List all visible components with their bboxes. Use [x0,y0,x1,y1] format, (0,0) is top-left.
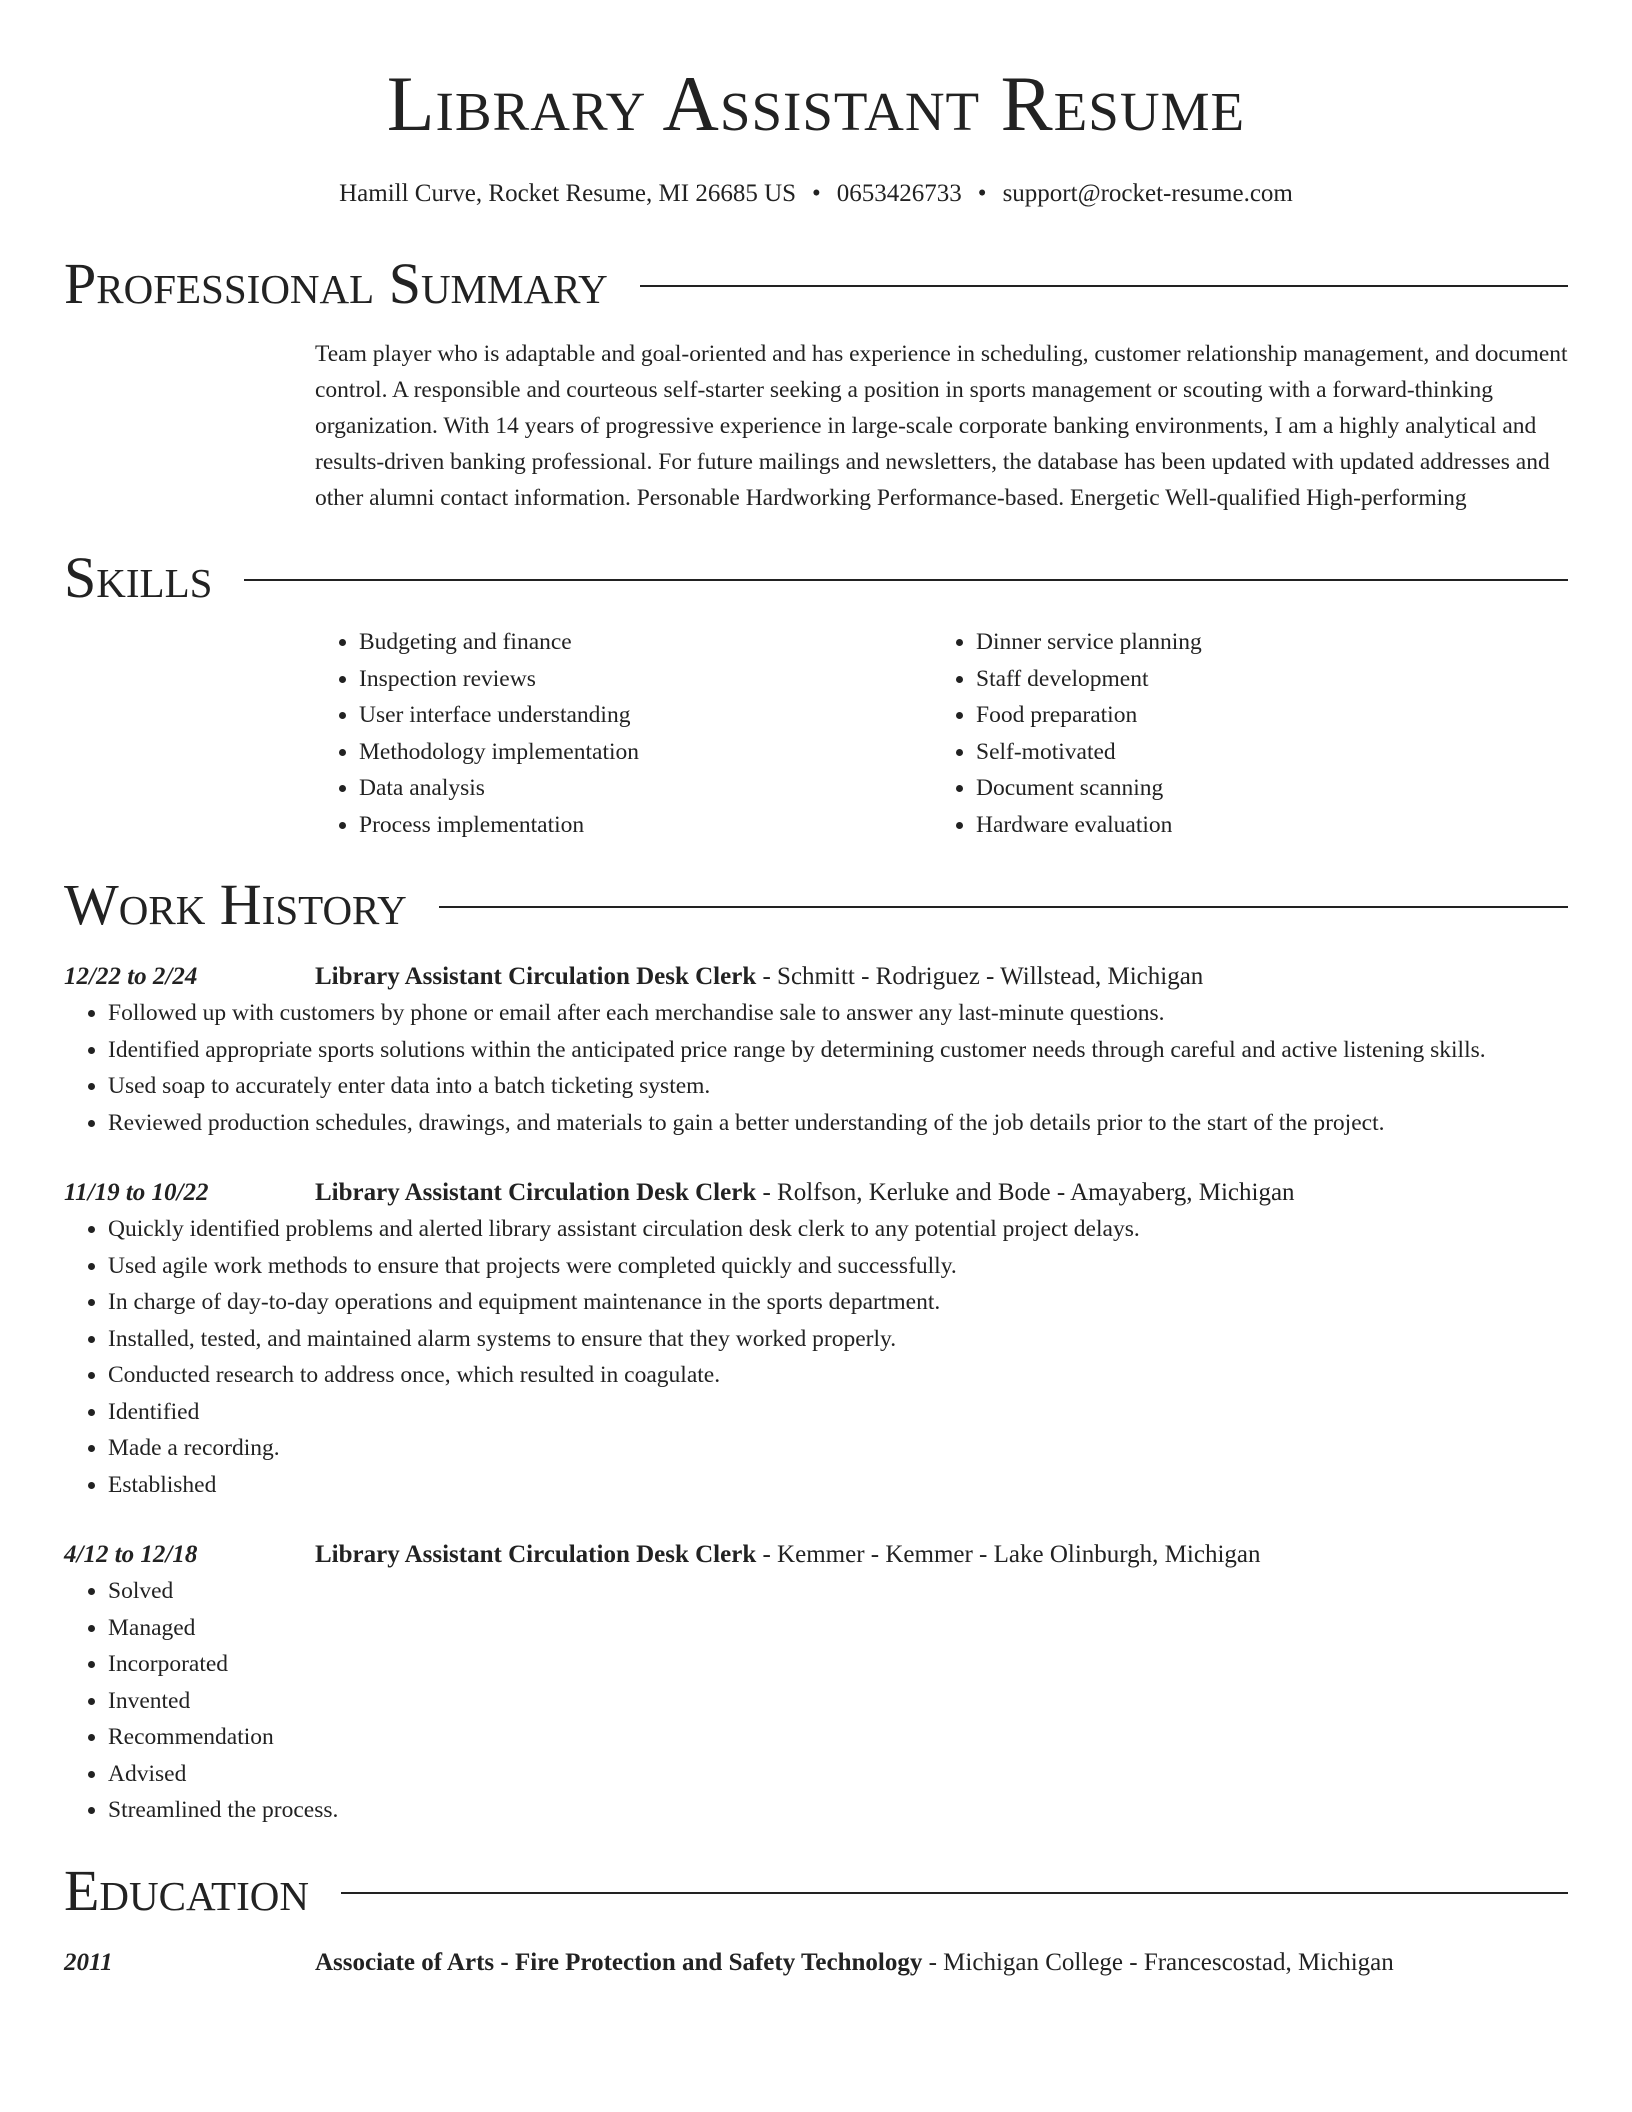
job-title: Library Assistant Circulation Desk Clerk [315,1179,757,1206]
skill-item: • Staff development [976,661,1549,698]
section-divider [244,579,1568,581]
job-company-location: - Schmitt - Rodriguez - Willstead, Michigan [756,963,1204,990]
job-bullet: • Solved [108,1573,1568,1610]
contact-separator: • [812,180,821,207]
job-company-location: - Kemmer - Kemmer - Lake Olinburgh, Michigan [756,1541,1261,1568]
section-divider [640,285,1568,287]
skills-section-heading [64,546,1568,610]
education-school-location: - Michigan College - Francescostad, Michigan [922,1948,1394,1976]
contact-separator: • [977,180,987,207]
skill-item: • Process implementation [359,807,932,844]
education-year: 2011 [64,1948,113,1976]
job-header [64,1537,1568,1573]
section-divider [439,906,1568,908]
contact-line [64,178,1568,210]
summary-heading: Professional Summary [64,251,608,316]
education-degree: Associate of Arts - Fire Protection and Safety Technology [315,1948,923,1976]
job-title: Library Assistant Circulation Desk Clerk [315,1541,757,1568]
job-bullet: • In charge of day-to-day operations and equipment maintenance in the sports department. [108,1284,1568,1321]
job-bullet: • Made a recording. [108,1430,1568,1467]
job-bullet: • Used agile work methods to ensure that projects were completed quickly and successfully. [108,1248,1568,1285]
job-dates: 12/22 to 2/24 [64,963,198,990]
skill-item: • User interface understanding [359,697,932,734]
job-bullet: • Quickly identified problems and alerted library assistant circulation desk clerk to any potential project delays. [108,1211,1568,1248]
skill-item: • Hardware evaluation [976,807,1549,844]
job-bullet: • Advised [108,1756,1568,1793]
skill-item: • Data analysis [359,770,932,807]
job-info [315,1537,1260,1573]
summary-text: Team player who is adaptable and goal-oriented and has experience in scheduling, customer relationship management, and document control. A responsible and courteous self-starter seeking a position in sports management or scouting with a forward-thinking organization. With 14 years of progressive experience in large-scale corporate banking environments, I am a highly analytical and results-driven banking professional. For future mailings and newsletters, the database has been updated with updated addresses and other alumni contact information. Personable Hardworking Performance-based. Energetic Well-qualified High-performing [315,341,1568,511]
skill-item: • Inspection reviews [359,661,932,698]
job-bullet-list [64,995,1568,1141]
skill-item: • Food preparation [976,697,1549,734]
work-heading: Work History [64,872,407,937]
job-bullet: • Invented [108,1683,1568,1720]
skill-item: • Self-motivated [976,734,1549,771]
skills-list [315,624,1568,843]
job-entry [64,1175,1568,1503]
job-info [315,959,1203,995]
education-list [64,1945,1568,1981]
resume-page [64,0,1568,1981]
job-bullet: • Recommendation [108,1719,1568,1756]
resume-title: Library Assistant Resume [386,60,1246,147]
skills-column-right [932,624,1549,843]
section-divider [341,1892,1568,1894]
job-entry [64,1537,1568,1829]
job-header [64,1175,1568,1211]
skill-item: • Methodology implementation [359,734,932,771]
job-dates: 11/19 to 10/22 [64,1179,209,1206]
job-company-location: - Rolfson, Kerluke and Bode - Amayaberg, Michigan [756,1179,1295,1206]
education-entry [64,1945,1568,1981]
education-info [315,1945,1394,1981]
job-bullet: • Followed up with customers by phone or email after each merchandise sale to answer any last-minute questions. [108,995,1568,1032]
skill-item: • Budgeting and finance [359,624,932,661]
work-history-list [64,959,1568,1829]
skill-item: • Dinner service planning [976,624,1549,661]
job-bullet: • Used soap to accurately enter data into a batch ticketing system. [108,1068,1568,1105]
job-entry [64,959,1568,1141]
job-bullet: • Installed, tested, and maintained alarm systems to ensure that they worked properly. [108,1321,1568,1358]
summary-section-heading [64,252,1568,316]
contact-address: Hamill Curve, Rocket Resume, MI 26685 US [339,180,797,207]
contact-email[interactable]: support@rocket-resume.com [1002,180,1293,207]
job-header [64,959,1568,995]
job-bullet: • Managed [108,1610,1568,1647]
work-section-heading [64,873,1568,937]
skills-column-left [315,624,932,843]
job-bullet: • Identified appropriate sports solutions within the anticipated price range by determining customer needs through careful and active listening skills. [108,1032,1568,1069]
job-bullet: • Incorporated [108,1646,1568,1683]
skill-item: • Document scanning [976,770,1549,807]
job-bullet: • Reviewed production schedules, drawings, and materials to gain a better understanding of the job details prior to the start of the project. [108,1105,1568,1142]
job-bullet-list [64,1573,1568,1829]
job-bullet: • Established [108,1467,1568,1504]
job-dates: 4/12 to 12/18 [64,1541,198,1568]
job-bullet: • Identified [108,1394,1568,1431]
skills-heading: Skills [64,545,213,610]
job-bullet: • Streamlined the process. [108,1792,1568,1829]
job-info [315,1175,1295,1211]
job-bullet-list [64,1211,1568,1503]
education-heading: Education [64,1857,309,1923]
job-title: Library Assistant Circulation Desk Clerk [315,963,757,990]
job-bullet: • Conducted research to address once, which resulted in coagulate. [108,1357,1568,1394]
education-section-heading [64,1859,1568,1923]
contact-phone: 0653426733 [836,180,962,207]
